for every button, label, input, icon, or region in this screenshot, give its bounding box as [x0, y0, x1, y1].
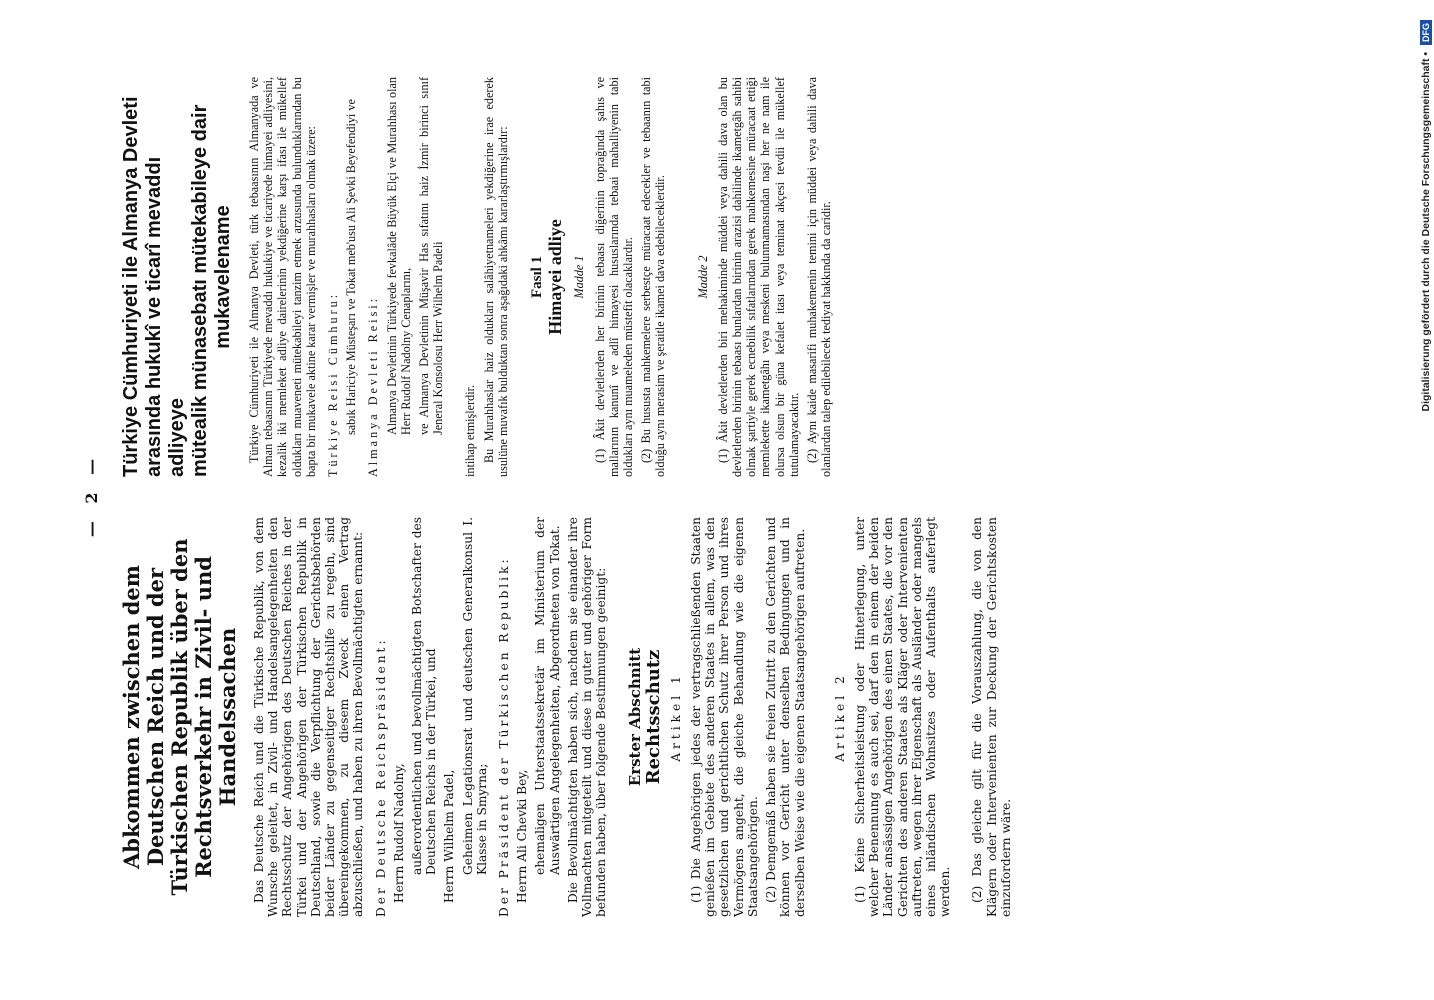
- turkish-party1-desc: sabık Hariciye Müsteşarı ve Tokat meb'usu Ali Şevki Beyefendiyi ve: [344, 99, 359, 435]
- turkish-madde1-heading: Madde 1: [572, 255, 587, 299]
- german-article2-heading: Artikel 2: [832, 672, 847, 762]
- turkish-intikhab: intihap etmişlerdir.: [463, 384, 478, 477]
- dfg-logo: DFG: [1420, 20, 1432, 45]
- german-closing: Die Bevollmächtigten haben sich, nachdem sie einander ihre Vollmachten mitgeteilt und diese in guter und gehöriger Form befunden haben, über folgende Bestimmungen geeinigt:: [565, 517, 609, 917]
- german-party1-title: außerordentlichen und bevollmächtigten Botschafter des Deutschen Reichs in der Türkei, und: [410, 517, 439, 875]
- german-article2-para1: (1) Keine Sicherheitsleistung oder Hinterlegung, unter welcher Benennung es auch sei, darf den in einem der beiden Länder ansässigen Angehörigen des einen Staates, die vor den Gerichten des anderen Staates als Kläger oder Intervenienten auftreten, wegen ihrer Eigenschaft als Ausländer oder mangels eines inländischen Wohnsitzes oder Aufenthalts auferlegt werden.: [852, 517, 953, 917]
- page-number: — 2 —: [82, 452, 101, 538]
- turkish-title-line1: Türkiye Cümhuriyeti ile Almanya Devleti: [120, 96, 142, 477]
- turkish-fasil-title: Himayei adliye: [545, 219, 566, 335]
- turkish-madde2-heading: Madde 2: [695, 255, 710, 299]
- german-party1-name2: Herrn Wilhelm Padel,: [442, 769, 457, 903]
- german-party2-name: Herrn Ali Chevki Bey,: [515, 769, 530, 903]
- turkish-column: [116, 77, 1316, 477]
- german-article1-para2: (2) Demgemäß haben sie freien Zutritt zu den Gerichten und können vor Gericht unter denselben Bedingungen und in derselben Weise wie die eigenen Staatsangehörigen auftreten.: [764, 517, 807, 917]
- turkish-title-line4: mukavelename: [212, 205, 234, 349]
- turkish-party2-desc2: ve Almanya Devletinin Müşavir Has sıfatını haiz İzmir birinci sınıf Jeneral Konsolosu Herr Wilhelm Padeli: [417, 77, 446, 435]
- funding-sidebar: [1414, 20, 1434, 980]
- german-party1-label: Der Deutsche Reichspräsident:: [373, 637, 388, 917]
- turkish-madde1-para2: (2) Bu hususta mahkemelere serbestçe müracaat edecekler ve tebaanın tabi olduğu aynı merasim ve şeraitle ikamei dava edebileceklerdir.: [639, 77, 668, 477]
- funding-note: [1416, 20, 1434, 980]
- german-article1-heading: Artikel 1: [668, 672, 683, 762]
- turkish-madde1-para1: (1) Âkit devletlerden her birinin tebaası diğerinin toprağında şahıs ve mallarının kanunî ve adlî himayesi hususlarında tebaai mahalliyenin tabi oldukları aynı muameleden müstefit olacaklardır.: [592, 77, 636, 477]
- german-article1-para1: (1) Die Angehörigen jedes der vertragschließenden Staaten genießen im Gebiete des anderen Staates in allem, was den gesetzlichen und gerichtlichen Schutz ihrer Person und ihres Vermögens angeht, die gleiche Behandlung wie die eigenen Staatsangehörigen.: [689, 517, 760, 917]
- funding-note-text: Digitalisierung gefördert durch die Deutsche Forschungsgemeinschaft •: [1420, 51, 1432, 412]
- turkish-party2-desc1: Almanya Devletinin Türkiyede fevkalâde Büyük Elçi ve Murahhası olan Herr Rudolf Nadolny Cenaplarını,: [384, 77, 413, 435]
- german-party1-title2: Geheimen Legationsrat und deutschen Generalkonsul I. Klasse in Smyrna;: [460, 517, 489, 875]
- german-article2-para2: (2) Das gleiche gilt für die Vorauszahlung, die von den Klägern oder Intervenienten zur Deckung der Gerichtskosten einzufordern wäre.: [970, 517, 1013, 917]
- turkish-title-line3: mütealik münasebatı mütekabileye dair: [189, 104, 211, 477]
- rotated-scan: [82, 65, 1352, 925]
- turkish-madde2-para2: (2) Aynı kaide masarifi muhakemenin temini için müddei veya dahili dava olanlardan talep edilebilecek tediyat hakkında da caridir.: [805, 77, 834, 477]
- german-title: Abkommen zwischen dem Deutschen Reich und der Türkischen Republik über den Rechtsverkehr in Zivil- und Handelssachen: [119, 538, 240, 896]
- turkish-closing: Bu Murahhaslar haiz oldukları salâhiyetnameleri yekdiğerine irae ederek usulüne muvafık bulduktan sonra aşağıdaki ahkâmı kararlaştırmışlardır:: [481, 77, 510, 477]
- turkish-title: [120, 77, 235, 477]
- german-party1-name: Herrn Rudolf Nadolny,: [391, 763, 406, 903]
- turkish-preamble: Türkiye Cümhuriyeti ile Almanya Devleti, türk tebaasının Almanyada ve Alman tebaasının Türkiyede mevaddı hukukiye ve ticariyede himayei adliyesini, kezalik iki memleket adliye dairelerinin yekdiğerine karşı ifası ile mükellef oldukları muaveneti mütekabileyi tanzim etmek arzusunda bulunduklarından bu bapta bir mukavele aktine karar vermişler ve murahhasları olmak üzere:: [247, 77, 318, 477]
- german-preamble: Das Deutsche Reich und die Türkische Republik, von dem Wunsche geleitet, in Zivil- und Handelsangelegenheiten den Rechtsschutz der Angehörigen des Deutschen Reiches in der Türkei und der Angehörigen der Türkischen Republik in Deutschland, sowie die Verpflichtung der Gerichtsbehörden beider Länder zu gegenseitiger Rechtshilfe zu regeln, sind übereingekommen, zu diesem Zweck einen Vertrag abzuschließen, und haben zu ihren Bevollmächtigten ernannt:: [252, 517, 366, 917]
- german-party2-label: Der Präsident der Türkischen Republik:: [497, 556, 512, 917]
- turkish-madde2-para1: (1) Âkit devletlerden biri mehakiminde müddei veya dahili dava olan bu devletlerden birinin tebaası bunlardan birinin arazisi dahilinde ikametgâh sahibi olmak şartiyle gerek ecnebilik sıfatlarından gerek mahkemesine müracaat ettiği memlekette ikametgâhı veya meskeni bulunmamasından naşi her ne nam ile olursa olsun bir güna kefalet itası veya teminat akçesi tevdii ile mükellef tutulamayacaktır.: [715, 77, 801, 477]
- german-section-heading: Erster Abschnitt: [626, 647, 645, 787]
- german-party2-title: ehemaligen Unterstaatssekretär im Ministerium der Auswärtigen Angelegenheiten, Abgeordneten von Tokat.: [533, 517, 562, 875]
- turkish-fasil-heading: Fasıl 1: [529, 255, 546, 299]
- german-section-title: Rechtsschutz: [642, 649, 664, 785]
- turkish-party1-label: Türkiye Reisi Cümhuru:: [326, 291, 341, 477]
- turkish-title-line2: arasında hukukî ve ticarî mevaddı adliyeye: [143, 156, 188, 477]
- turkish-party2-label: Almanya Devleti Reisi:: [366, 295, 381, 477]
- german-column: [116, 517, 1316, 917]
